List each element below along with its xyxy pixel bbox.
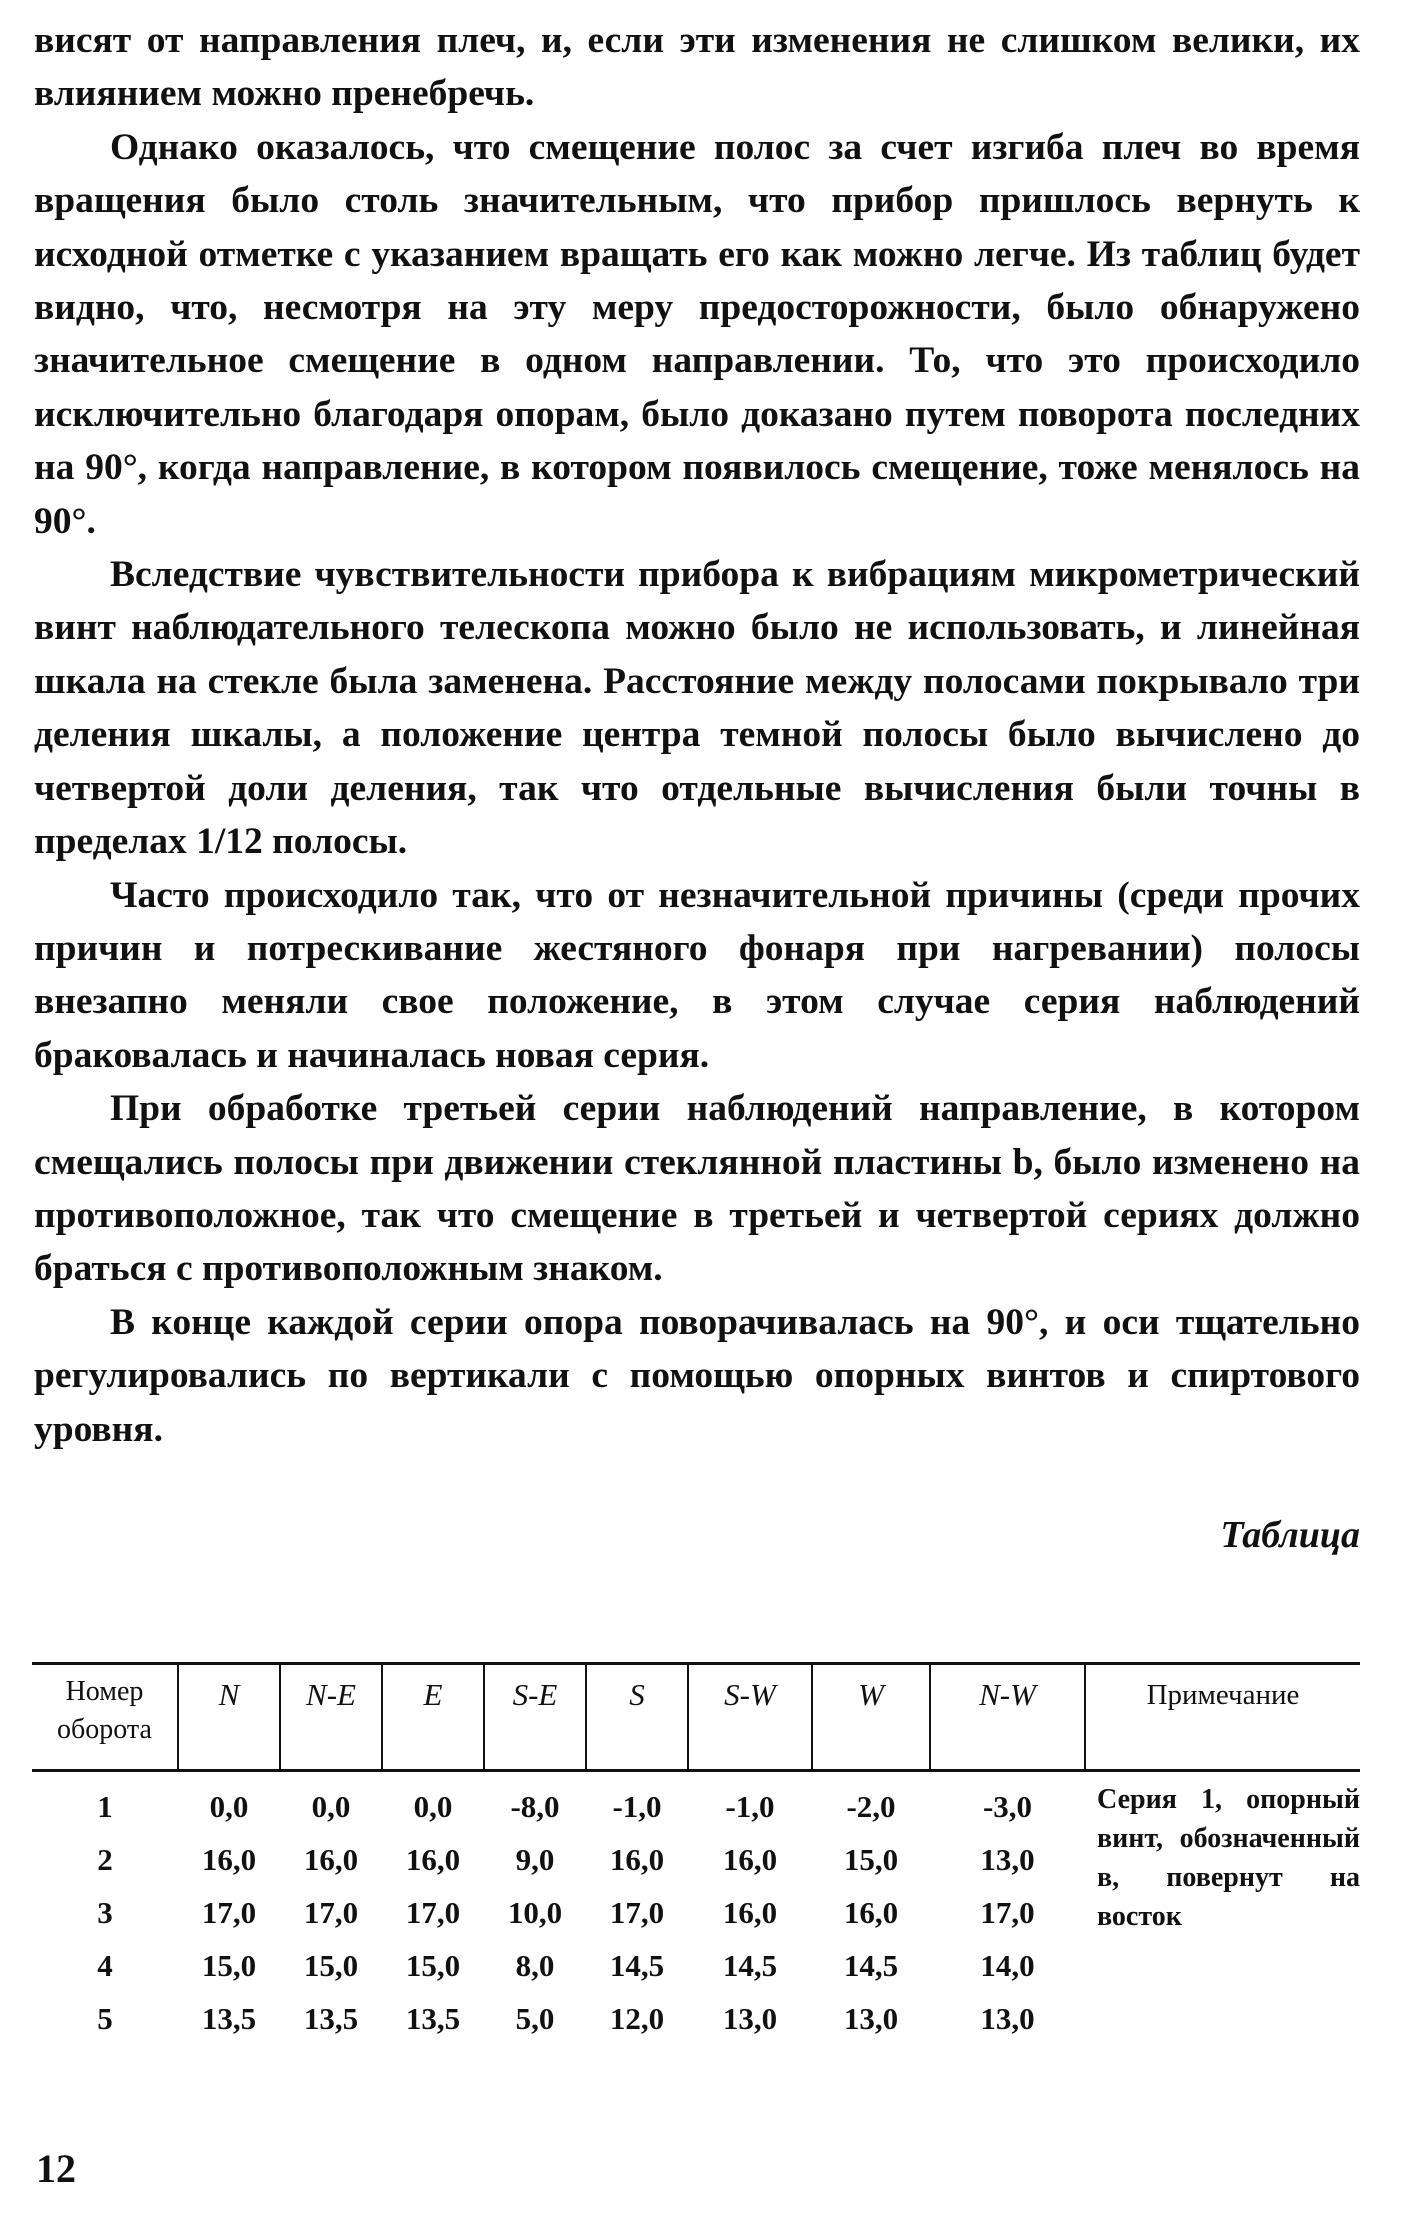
- cell-value: 14,5: [609, 1948, 665, 1983]
- table-caption: Таблица: [1220, 1514, 1360, 1556]
- cell-value: 17,0: [201, 1895, 257, 1930]
- observations-table: [32, 1662, 1360, 2045]
- table-header-row: [32, 1664, 1360, 1771]
- cell-turn: 2: [97, 1842, 113, 1877]
- cell-value: 16,0: [405, 1842, 461, 1877]
- cell-value: 14,5: [722, 1948, 778, 1983]
- cell-value: 15,0: [303, 1948, 359, 1983]
- cell-value: 15,0: [405, 1948, 461, 1983]
- cell-value: 0,0: [209, 1789, 249, 1824]
- cell-note: Серия 1, опорный винт, обозначенный в, повернут на восток: [1097, 1784, 1360, 1932]
- cell-value: 13,5: [201, 2001, 257, 2036]
- cell-turn: 3: [97, 1895, 113, 1930]
- cell-value: 17,0: [980, 1895, 1035, 1930]
- cell-value: 16,0: [843, 1895, 899, 1930]
- cell-value: -8,0: [510, 1789, 560, 1824]
- cell-value: 14,0: [980, 1948, 1035, 1983]
- cell-value: 16,0: [722, 1842, 778, 1877]
- cell-value: 16,0: [303, 1842, 359, 1877]
- cell-value: 16,0: [609, 1842, 665, 1877]
- cell-turn: 4: [97, 1948, 113, 1983]
- paragraph-continued: висят от направления плеч, и, если эти изменения не слишком велики, их влиянием можно пренебречь.: [34, 20, 1360, 115]
- cell-turn: 1: [97, 1789, 113, 1824]
- cell-value: -2,0: [846, 1789, 896, 1824]
- header-n: N: [178, 1664, 280, 1771]
- header-se: S-E: [484, 1664, 586, 1771]
- header-nw: N-W: [930, 1664, 1085, 1771]
- cell-value: -1,0: [612, 1789, 662, 1824]
- cell-value: 0,0: [311, 1789, 351, 1824]
- header-note: Примечание: [1085, 1664, 1360, 1771]
- cell-value: 17,0: [303, 1895, 359, 1930]
- page-number: 12: [36, 2146, 76, 2191]
- cell-value: 15,0: [201, 1948, 257, 1983]
- cell-value: 16,0: [201, 1842, 257, 1877]
- header-ne: N-E: [280, 1664, 382, 1771]
- cell-value: 13,0: [843, 2001, 899, 2036]
- cell-value: 17,0: [405, 1895, 461, 1930]
- cell-value: 9,0: [515, 1842, 555, 1877]
- cell-turn: 5: [97, 2001, 113, 2036]
- header-w: W: [812, 1664, 930, 1771]
- paragraph-fringe-jumps: Часто происходило так, что от незначительной причины (среди прочих причин и потрескивание жестяного фонаря при нагревании) полосы внезапно меняли свое положение, в этом случае серия наблюдений браковалась и начиналась новая серия.: [34, 874, 1360, 1076]
- body-text: [34, 14, 1360, 1456]
- cell-value: 5,0: [515, 2001, 555, 2036]
- cell-value: 10,0: [507, 1895, 563, 1930]
- cell-value: -1,0: [725, 1789, 775, 1824]
- cell-value: 16,0: [722, 1895, 778, 1930]
- cell-value: 12,0: [609, 2001, 665, 2036]
- paragraph-vibration-scale: Вследствие чувствительности прибора к вибрациям микрометрический винт наблюдательного телескопа можно было не использовать, и линейная шкала на стекле была заменена. Расстояние между полосами покрывало три деления шкалы, а положение центра темной полосы было вычислено до четвертой доли деления, так что отдельные вычисления были точны в пределах 1/12 полосы.: [34, 554, 1360, 863]
- cell-value: 13,0: [980, 2001, 1035, 2036]
- cell-value: 13,5: [303, 2001, 359, 2036]
- header-s: S: [586, 1664, 688, 1771]
- cell-value: 13,0: [722, 2001, 778, 2036]
- cell-value: 13,5: [405, 2001, 461, 2036]
- cell-value: -3,0: [982, 1789, 1033, 1824]
- cell-value: 8,0: [515, 1948, 555, 1983]
- header-sw: S-W: [688, 1664, 812, 1771]
- paragraph-third-series: При обработке третьей серии наблюдений направление, в котором смещались полосы при движении стеклянной пластины b, было изменено на противоположное, так что смещение в третьей и четвертой сериях должно браться с противоположным знаком.: [34, 1088, 1360, 1290]
- cell-value: 14,5: [843, 1948, 899, 1983]
- header-turn-number: Номер оборота: [57, 1676, 152, 1745]
- cell-value: 17,0: [609, 1895, 665, 1930]
- cell-value: 15,0: [843, 1842, 899, 1877]
- table-row: [32, 1771, 1360, 1834]
- paragraph-bending-arms: Однако оказалось, что смещение полос за счет изгиба плеч во время вращения было столь значительным, что прибор пришлось вернуть к исходной отметке с указанием вращать его как можно легче. Из таблиц будет видно, что, несмотря на эту меру предосторожности, было обнаружено значительное смещение в одном направлении. То, что это происходило исключительно благодаря опорам, было доказано путем поворота последних на 90°, когда направление, в котором появилось смещение, тоже менялось на 90°.: [34, 126, 1360, 542]
- cell-value: 13,0: [980, 1842, 1035, 1877]
- header-e: E: [382, 1664, 484, 1771]
- cell-value: 0,0: [413, 1789, 453, 1824]
- paragraph-rotation-levelling: В конце каждой серии опора поворачивалась на 90°, и оси тщательно регулировались по вертикали с помощью опорных винтов и спиртового уровня.: [34, 1301, 1360, 1450]
